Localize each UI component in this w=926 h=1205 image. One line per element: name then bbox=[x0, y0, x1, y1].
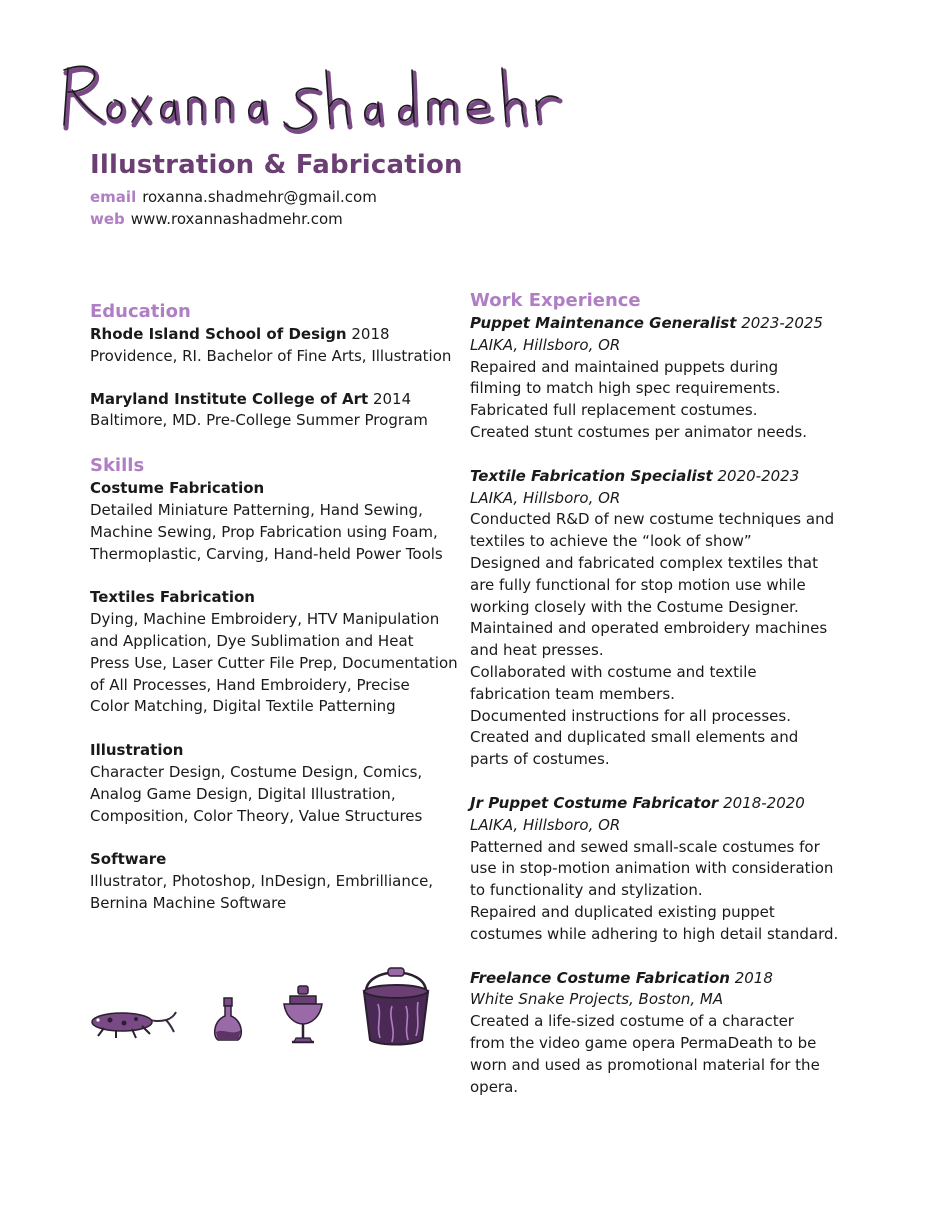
job-org: LAIKA, Hillsboro, OR bbox=[470, 815, 621, 834]
school-detail: Providence, RI. Bachelor of Fine Arts, Illustration bbox=[90, 346, 452, 365]
job-org: LAIKA, Hillsboro, OR bbox=[470, 488, 621, 507]
skills-heading: Skills bbox=[90, 455, 145, 477]
skill-line: Thermoplastic, Carving, Hand-held Power Tools bbox=[90, 544, 443, 563]
job-line: use in stop-motion animation with consideration bbox=[470, 859, 834, 878]
job-years: 2020-2023 bbox=[717, 466, 800, 485]
goblet-icon bbox=[280, 984, 326, 1046]
skill-group bbox=[90, 478, 450, 565]
job-line: Created stunt costumes per animator needs. bbox=[470, 422, 807, 441]
job-entry bbox=[470, 793, 850, 946]
job-entry bbox=[470, 968, 850, 1099]
school-name: Maryland Institute College of Art bbox=[90, 389, 369, 408]
school-year: 2018 bbox=[351, 325, 390, 343]
name-signature-logo bbox=[50, 50, 590, 145]
job-line: Documented instructions for all processes. bbox=[470, 706, 791, 725]
education-heading: Education bbox=[90, 301, 191, 322]
job-years: 2018 bbox=[734, 968, 773, 987]
bucket-icon bbox=[358, 966, 434, 1048]
job-line: Patterned and sewed small-scale costumes for bbox=[470, 837, 820, 856]
job-title: Puppet Maintenance Generalist bbox=[470, 314, 737, 332]
job-line: textiles to achieve the “look of show” bbox=[470, 532, 752, 551]
job-line: worn and used as promotional material for the bbox=[470, 1055, 820, 1074]
skill-group bbox=[90, 849, 450, 914]
job-line: Repaired and duplicated existing puppet bbox=[470, 902, 775, 921]
job-title: Textile Fabrication Specialist bbox=[470, 466, 713, 485]
web-label: web bbox=[90, 210, 125, 228]
job-title: Jr Puppet Costume Fabricator bbox=[470, 793, 719, 812]
job-line: Conducted R&D of new costume techniques and bbox=[470, 510, 835, 529]
skill-line: Detailed Miniature Patterning, Hand Sewing, bbox=[90, 500, 423, 519]
skill-line: Color Matching, Digital Textile Patterning bbox=[90, 697, 396, 716]
job-line: from the video game opera PermaDeath to be bbox=[470, 1033, 817, 1052]
job-line: Designed and fabricated complex textiles that bbox=[470, 553, 819, 572]
job-line: to functionality and stylization. bbox=[470, 881, 703, 900]
left-column bbox=[90, 300, 458, 915]
email-label: email bbox=[90, 188, 137, 206]
job-entry bbox=[470, 466, 850, 771]
subtitle: Illustration & Fabrication bbox=[90, 150, 463, 180]
skill-group-title: Software bbox=[90, 850, 167, 869]
skill-group-title: Textiles Fabrication bbox=[90, 588, 255, 607]
job-entry bbox=[470, 313, 850, 444]
job-line: working closely with the Costume Designer. bbox=[470, 597, 799, 616]
skill-line: Composition, Color Theory, Value Structures bbox=[90, 806, 423, 825]
education-item bbox=[90, 324, 450, 368]
skill-group-title: Illustration bbox=[90, 741, 184, 760]
job-org: White Snake Projects, Boston, MA bbox=[470, 990, 724, 1009]
contact-email bbox=[90, 188, 377, 206]
skill-group bbox=[90, 587, 458, 718]
job-line: Repaired and maintained puppets during bbox=[470, 357, 779, 376]
potion-bottle-icon bbox=[208, 996, 248, 1044]
skill-group bbox=[90, 740, 450, 827]
school-name: Rhode Island School of Design bbox=[90, 325, 347, 343]
job-line: fabrication team members. bbox=[470, 684, 675, 703]
email-value[interactable]: roxanna.shadmehr@gmail.com bbox=[142, 188, 377, 206]
education-item bbox=[90, 389, 450, 433]
skill-group-title: Costume Fabrication bbox=[90, 479, 265, 498]
job-years: 2023-2025 bbox=[741, 314, 823, 332]
job-line: Collaborated with costume and textile bbox=[470, 662, 757, 681]
job-line: parts of costumes. bbox=[470, 750, 610, 769]
skill-line: Character Design, Costume Design, Comics, bbox=[90, 762, 423, 781]
skill-line: and Application, Dye Sublimation and Heat bbox=[90, 631, 414, 650]
job-title: Freelance Costume Fabrication bbox=[470, 968, 730, 987]
skill-line: of All Processes, Hand Embroidery, Precise bbox=[90, 675, 410, 694]
skill-line: Dying, Machine Embroidery, HTV Manipulation bbox=[90, 610, 440, 629]
job-line: Created and duplicated small elements and bbox=[470, 728, 799, 747]
skill-line: Analog Game Design, Digital Illustration, bbox=[90, 784, 396, 803]
job-years: 2018-2020 bbox=[723, 793, 805, 812]
skill-line: Illustrator, Photoshop, InDesign, Embrilliance, bbox=[90, 872, 434, 891]
skill-line: Bernina Machine Software bbox=[90, 893, 287, 912]
job-org: LAIKA, Hillsboro, OR bbox=[470, 335, 621, 354]
web-value[interactable]: www.roxannashadmehr.com bbox=[130, 210, 343, 228]
job-line: and heat presses. bbox=[470, 641, 604, 660]
school-detail: Baltimore, MD. Pre-College Summer Program bbox=[90, 411, 428, 430]
decorative-illustrations bbox=[88, 962, 438, 1052]
school-year: 2014 bbox=[372, 389, 412, 408]
job-line: Created a life-sized costume of a character bbox=[470, 1012, 794, 1031]
job-line: costumes while adhering to high detail standard. bbox=[470, 924, 839, 943]
job-line: Maintained and operated embroidery machines bbox=[470, 619, 828, 638]
work-heading: Work Experience bbox=[470, 290, 641, 311]
right-column bbox=[470, 289, 850, 1098]
job-line: opera. bbox=[470, 1077, 519, 1096]
skill-line: Machine Sewing, Prop Fabrication using Foam, bbox=[90, 522, 438, 541]
skill-line: Press Use, Laser Cutter File Prep, Documentation bbox=[90, 653, 458, 672]
contact-web bbox=[90, 210, 343, 228]
job-line: Fabricated full replacement costumes. bbox=[470, 401, 758, 420]
salamander-icon bbox=[88, 1002, 178, 1042]
job-line: filming to match high spec requirements. bbox=[470, 379, 781, 398]
job-line: are fully functional for stop motion use while bbox=[470, 575, 806, 594]
